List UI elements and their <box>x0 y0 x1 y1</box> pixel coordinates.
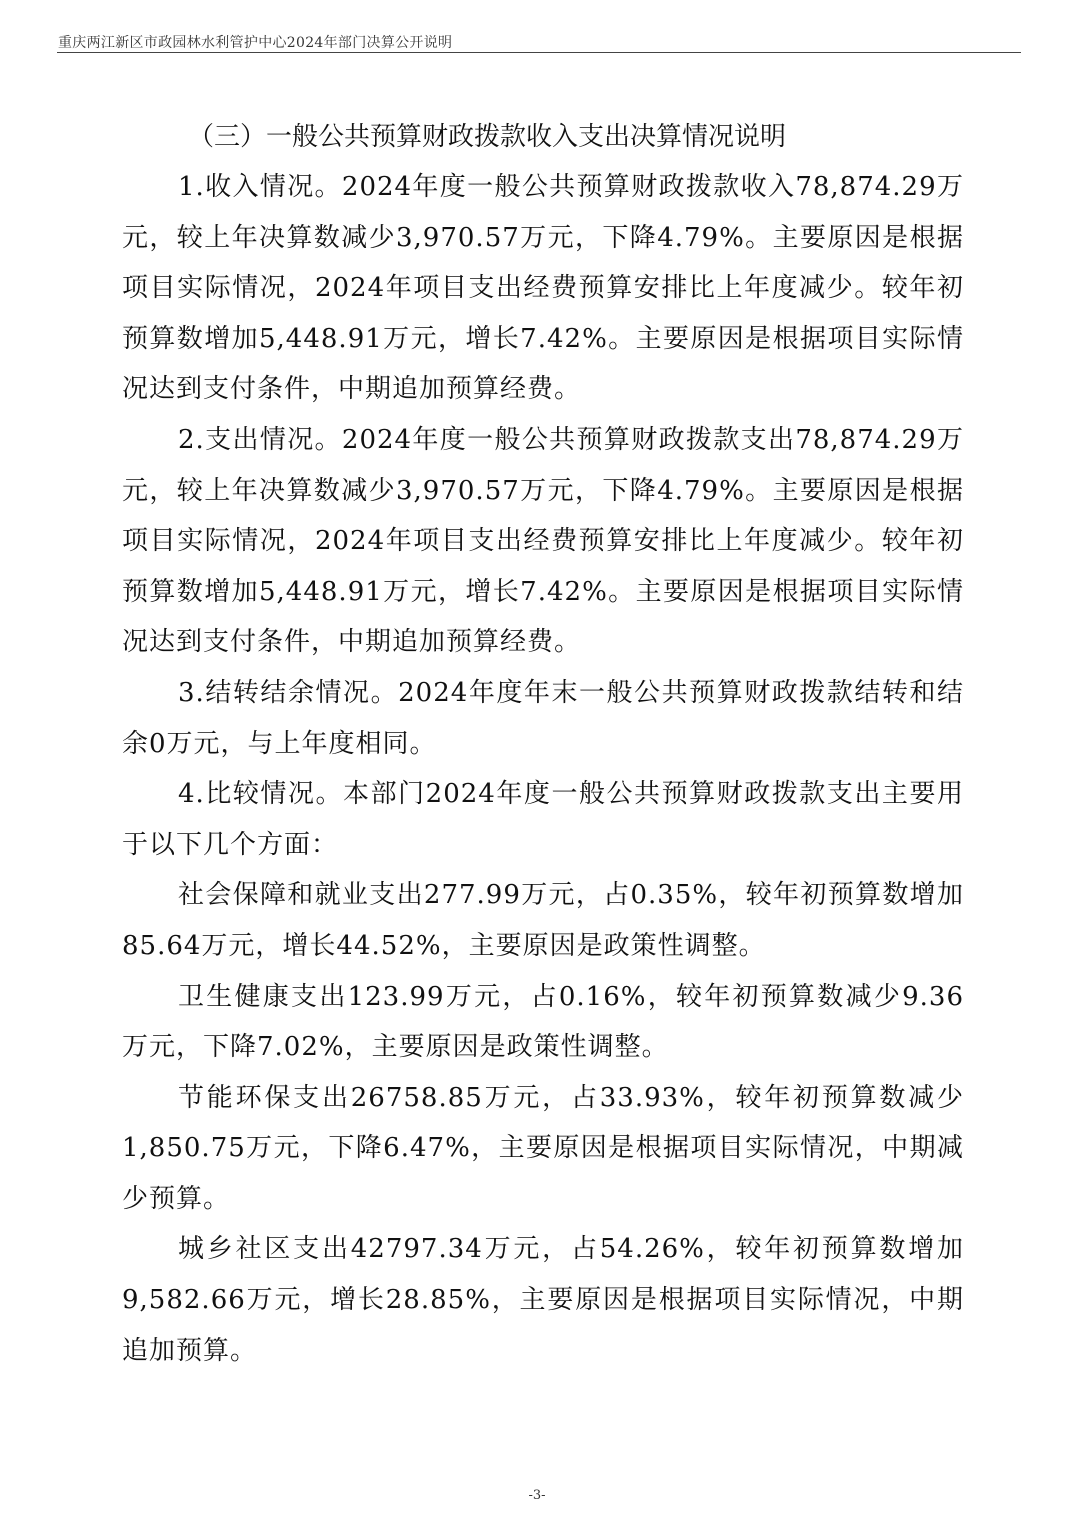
paragraph-environment: 节能环保支出26758.85万元，占33.93%，较年初预算数减少1,850.75万元，下降6.47%，主要原因是根据项目实际情况，中期减少预算。 <box>122 1082 964 1214</box>
paragraph-health: 卫生健康支出123.99万元，占0.16%，较年初预算数减少9.36万元，下降7.02%，主要原因是政策性调整。 <box>122 981 964 1063</box>
document-body <box>122 112 964 1376</box>
paragraph-urban-community: 城乡社区支出42797.34万元，占54.26%，较年初预算数增加9,582.66万元，增长28.85%，主要原因是根据项目实际情况，中期追加预算。 <box>122 1234 964 1366</box>
paragraph-carryover: 3.结转结余情况。2024年度年末一般公共预算财政拨款结转和结余0万元，与上年度相同。 <box>122 677 964 759</box>
header-divider <box>57 52 1021 53</box>
page-number: -3- <box>528 1488 546 1503</box>
paragraph-expenditure: 2.支出情况。2024年度一般公共预算财政拨款支出78,874.29万元，较上年决算数减少3,970.57万元，下降4.79%。主要原因是根据项目实际情况，2024年项目支出经费预算安排比上年度减少。较年初预算数增加5,448.91万元，增长7.42%。主要原因是根据项目实际情况达到支付条件，中期追加预算经费。 <box>122 424 964 658</box>
paragraph-comparison: 4.比较情况。本部门2024年度一般公共预算财政拨款支出主要用于以下几个方面： <box>122 779 964 860</box>
document-header: 重庆两江新区市政园林水利管护中心2024年部门决算公开说明 <box>58 35 453 51</box>
section-heading: （三）一般公共预算财政拨款收入支出决算情况说明 <box>188 122 787 152</box>
paragraph-income: 1.收入情况。2024年度一般公共预算财政拨款收入78,874.29万元，较上年决算数减少3,970.57万元，下降4.79%。主要原因是根据项目实际情况，2024年项目支出经费预算安排比上年度减少。较年初预算数增加5,448.91万元，增长7.42%。主要原因是根据项目实际情况达到支付条件，中期追加预算经费。 <box>122 172 964 405</box>
paragraph-social-security: 社会保障和就业支出277.99万元，占0.35%，较年初预算数增加85.64万元，增长44.52%，主要原因是政策性调整。 <box>122 880 964 961</box>
